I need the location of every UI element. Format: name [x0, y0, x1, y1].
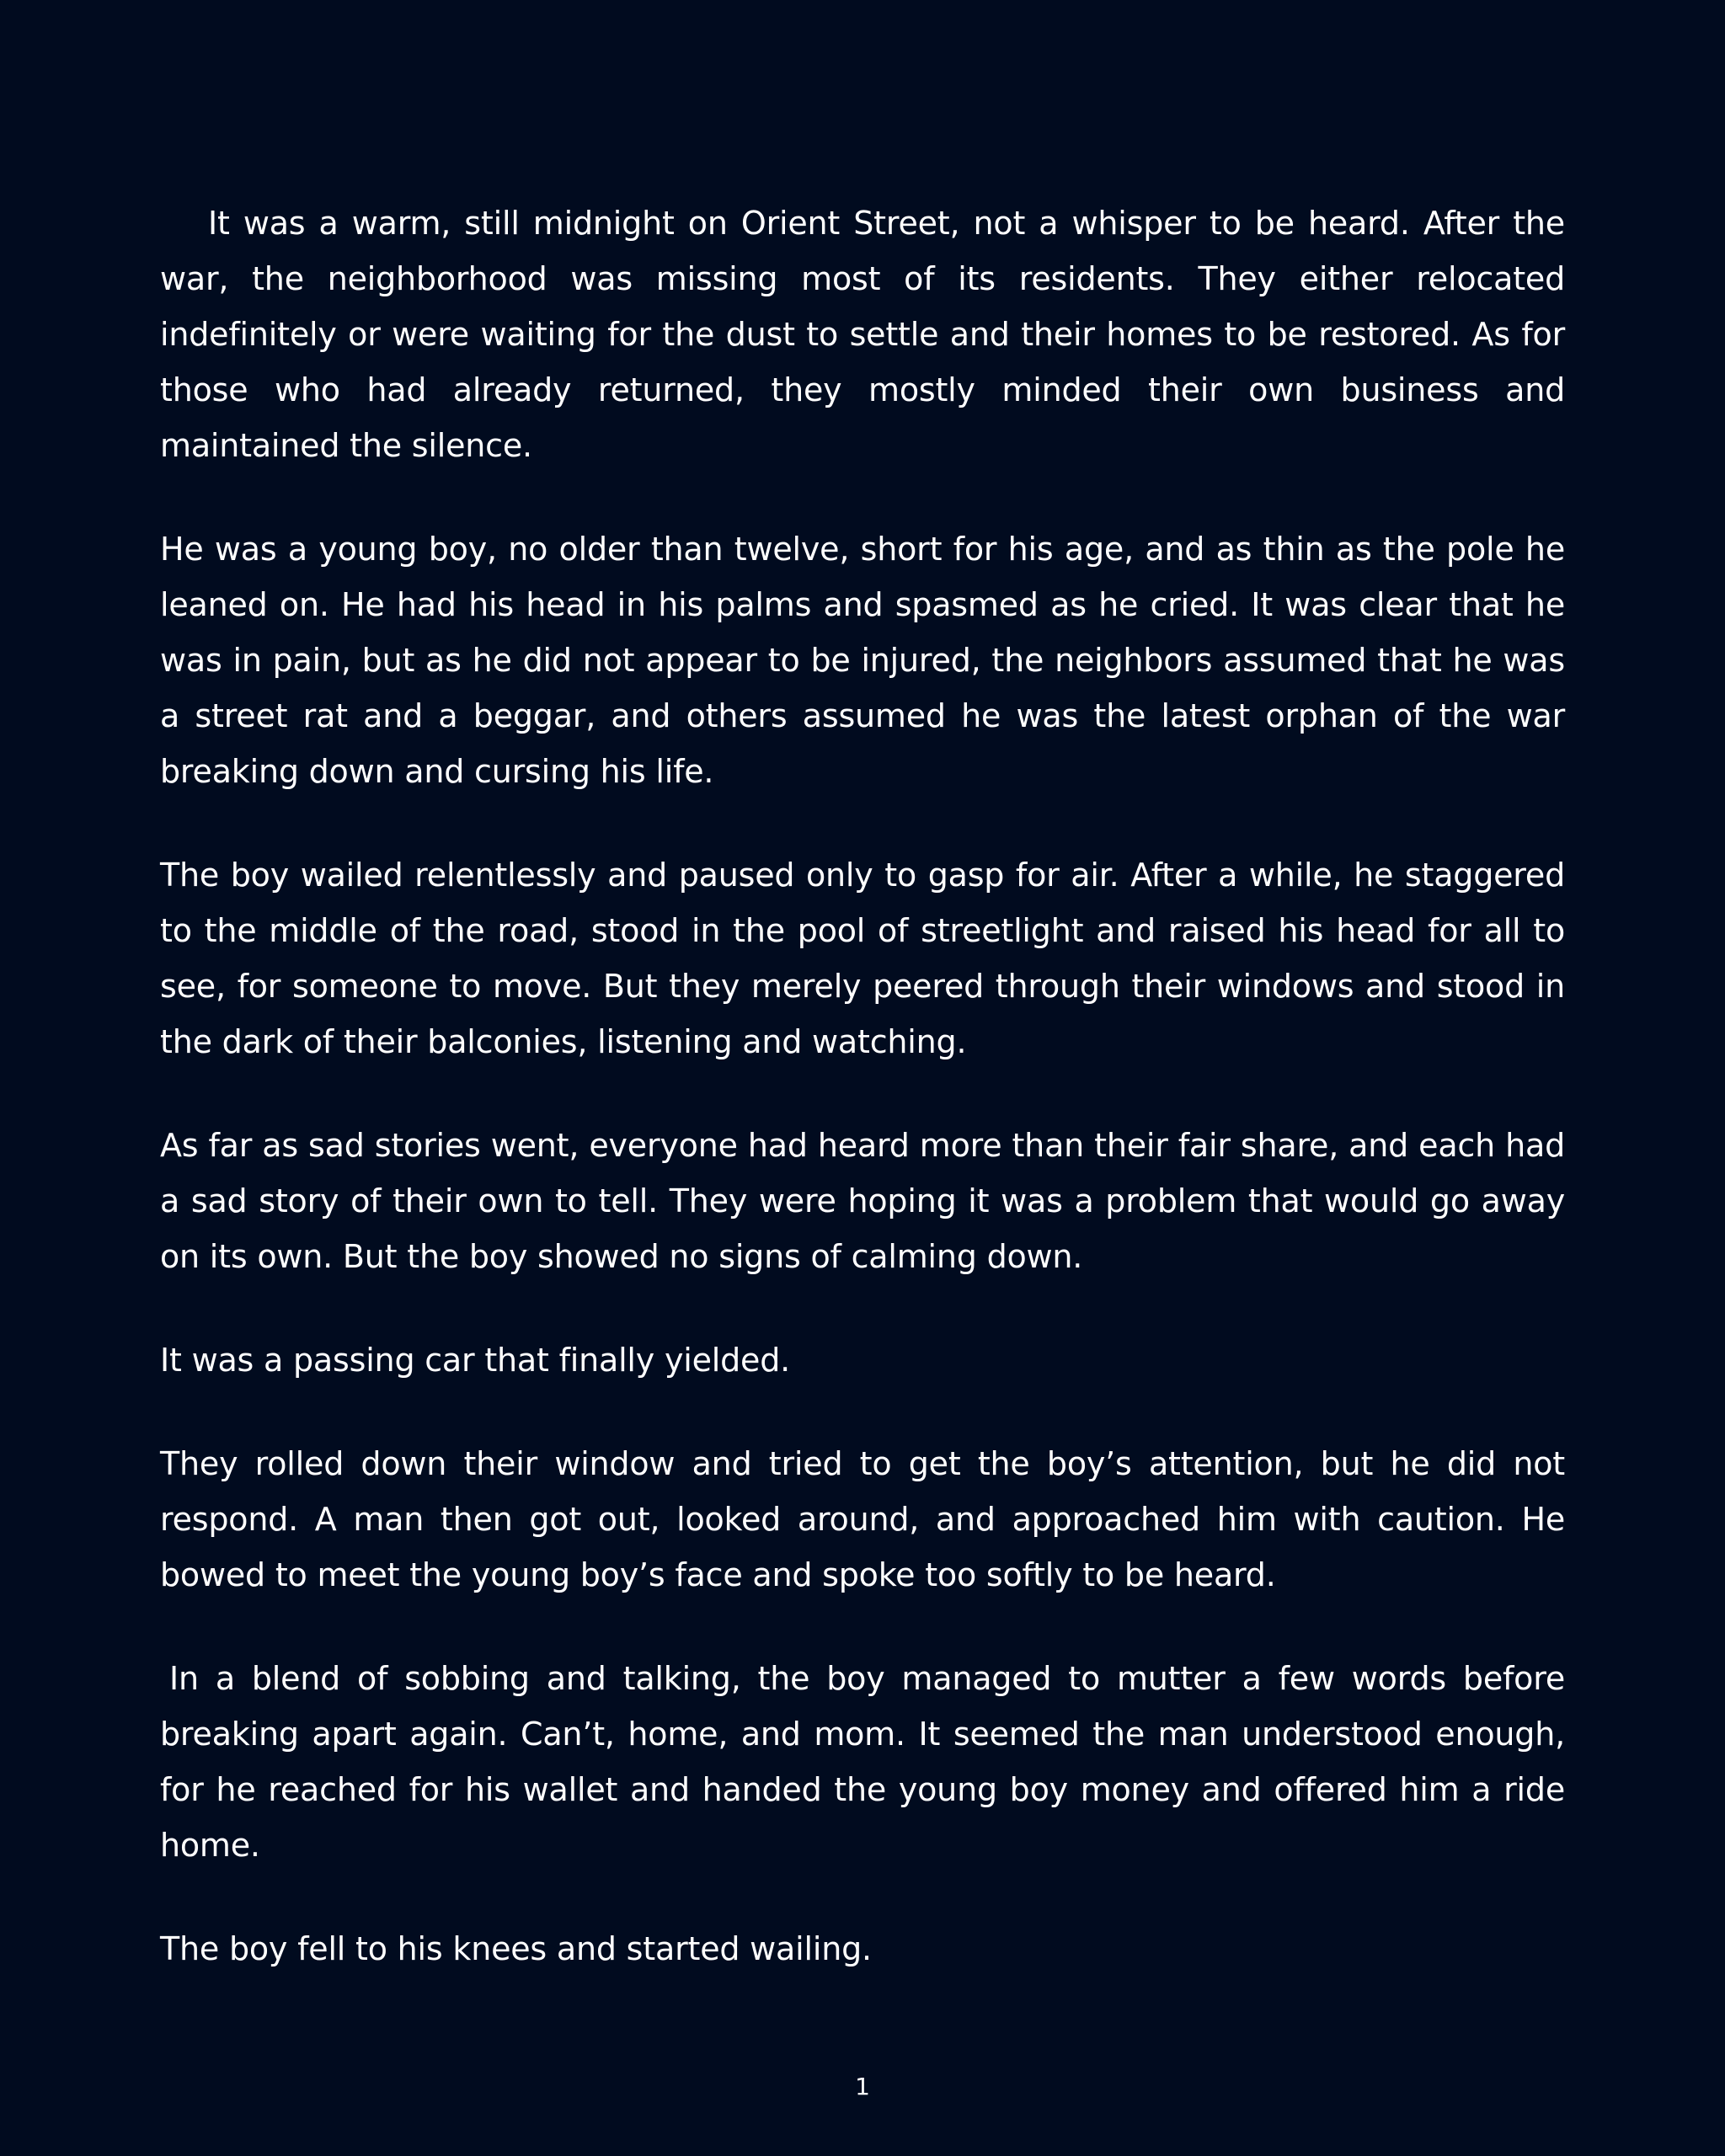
paragraph-2: He was a young boy, no older than twelve, short for his age, and as thin as the pole he leaned on. He had his head in his palms and spasmed as he cried. It was clear that he was in pain, but as he did not appear to be injured, the neighbors assumed that he was a street rat and a beggar, and others assumed he was the latest orphan of the war breaking down and cursing his life.: [160, 531, 1565, 790]
paragraph-6: They rolled down their window and tried to get the boy’s attention, but he did not respond. A man then got out, looked around, and approached him with caution. He bowed to meet the young boy’s face and spoke too softly to be heard.: [160, 1445, 1565, 1593]
paragraph-7: In a blend of sobbing and talking, the boy managed to mutter a few words before breaking apart again. Can’t, home, and mom. It seemed the man understood enough, for he reached for his wallet and handed the young boy money and offered him a ride home.: [160, 1660, 1565, 1864]
paragraph-1: It was a warm, still midnight on Orient Street, not a whisper to be heard. After the war, the neighborhood was missing most of its residents. They either relocated indefinitely or were waiting for the dust to settle and their homes to be restored. As for those who had already returned, they mostly minded their own business and maintained the silence.: [160, 205, 1565, 464]
paragraph-8: The boy fell to his knees and started wailing.: [160, 1930, 872, 1967]
paragraph-3: The boy wailed relentlessly and paused only to gasp for air. After a while, he staggered to the middle of the road, stood in the pool of streetlight and raised his head for all to see, for someone to move. But they merely peered through their windows and stood in the dark of their balconies, listening and watching.: [160, 857, 1565, 1060]
page-number: 1: [855, 2073, 870, 2100]
paragraph-5: It was a passing car that finally yielded.: [160, 1342, 791, 1379]
paragraph-4: As far as sad stories went, everyone had heard more than their fair share, and each had a sad story of their own to tell. They were hoping it was a problem that would go away on its own. But the boy showed no signs of calming down.: [160, 1127, 1565, 1275]
page-body: [160, 195, 1565, 2025]
